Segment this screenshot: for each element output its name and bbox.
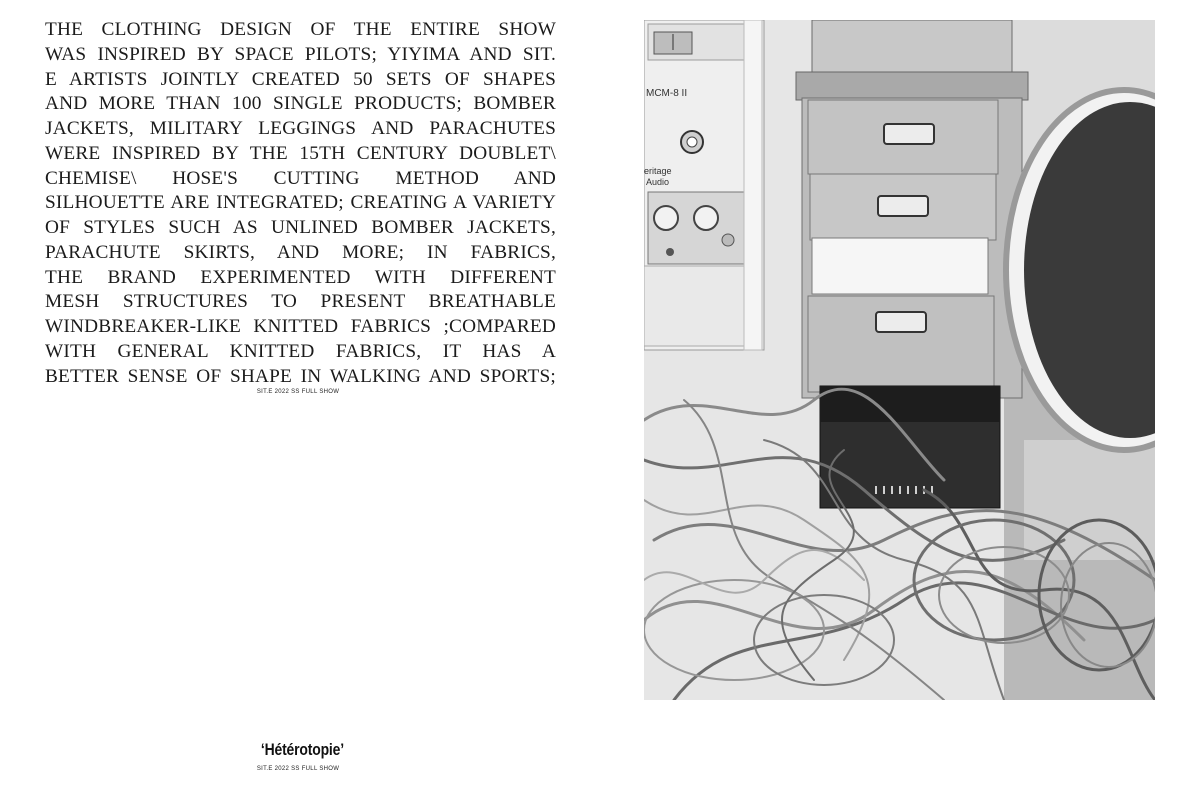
model-label: MCM-8 II: [646, 88, 688, 99]
body-text: [45, 18, 556, 389]
body-line: WITH GENERAL KNITTED FABRICS, IT HAS A: [45, 340, 556, 362]
body-line: MESH STRUCTURES TO PRESENT BREATHABLE: [45, 291, 556, 313]
body-line: JACKETS, MILITARY LEGGINGS AND PARACHUTES: [45, 118, 556, 139]
body-line: CHEMISE\ HOSE'S CUTTING METHOD AND: [45, 167, 556, 189]
body-line: BETTER SENSE OF SHAPE IN WALKING AND SPORTS;: [45, 365, 556, 387]
body-line: OF STYLES SUCH AS UNLINED BOMBER JACKETS,: [45, 217, 556, 238]
body-line: E ARTISTS JOINTLY CREATED 50 SETS OF SHAPES: [45, 68, 556, 90]
body-line: PARACHUTE SKIRTS, AND MORE; IN FABRICS,: [45, 241, 556, 263]
body-line: THE CLOTHING DESIGN OF THE ENTIRE SHOW: [45, 19, 556, 40]
body-line: THE BRAND EXPERIMENTED WITH DIFFERENT: [45, 266, 556, 288]
brand-label: eritage: [644, 166, 672, 176]
body-line: WERE INSPIRED BY THE 15TH CENTURY DOUBLET\: [45, 142, 556, 164]
caption-top: SIT.E 2022 SS FULL SHOW: [256, 389, 340, 395]
power-box: [820, 386, 1000, 508]
caption-bottom: SIT.E 2022 SS FULL SHOW: [256, 766, 340, 772]
studio-photo: [644, 20, 1155, 700]
body-line: SILHOUETTE ARE INTEGRATED; CREATING A VARIETY: [45, 192, 556, 214]
brand-label-2: Audio: [646, 177, 670, 187]
page-title: ‘Hétérotopie’: [260, 740, 344, 759]
body-line: WINDBREAKER-LIKE KNITTED FABRICS ;COMPARED: [45, 316, 556, 337]
audio-rack: [644, 20, 764, 350]
drawer-cabinet: [796, 20, 1028, 398]
body-line: WAS INSPIRED BY SPACE PILOTS; YIYIMA AND SIT.: [45, 43, 556, 65]
body-line: AND MORE THAN 100 SINGLE PRODUCTS; BOMBER: [45, 93, 556, 115]
